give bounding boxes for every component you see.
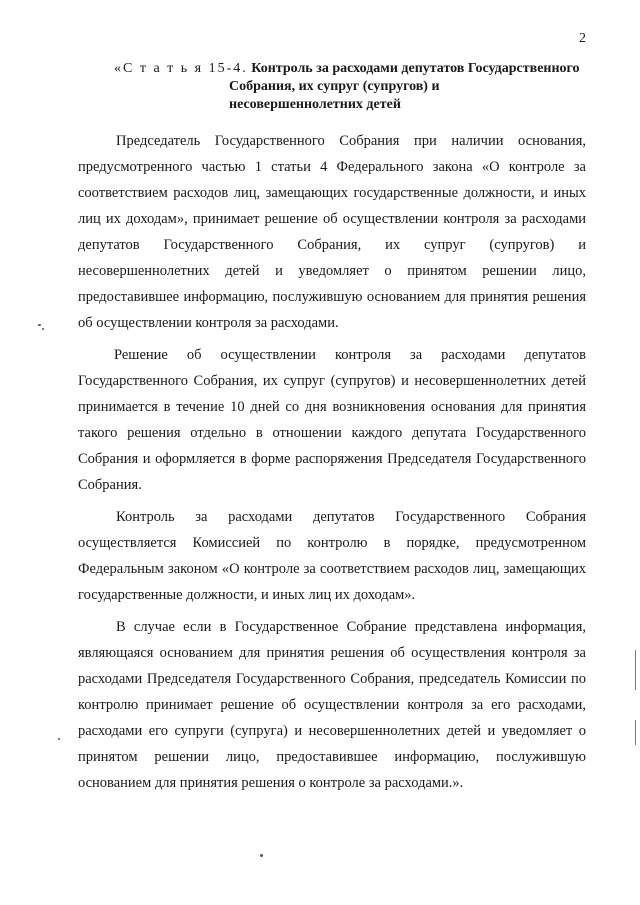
scan-speck — [260, 854, 263, 857]
scan-margin-line — [635, 720, 636, 745]
paragraph-4: В случае если в Государственное Собрание представлена информация, являющаяся основанием для принятия решения об осуществления контроля за расходами Председателя Государственного Собрания, председатель Комиссии по контролю принимает решение об осуществлении контроля за его расходами, расходами его супруги (супруга) и несовершеннолетних детей и уведомляет о принятом решении лицо, предоставившее информацию, послужившую основанием для принятия решения о контроле за расходами.». — [78, 619, 586, 791]
article-title-line3: несовершеннолетних детей — [229, 97, 401, 112]
article-title-line1: Контроль за расходами депутатов Государственного — [251, 61, 580, 76]
scan-speck — [38, 324, 41, 326]
article-prefix: «С т а т ь я 15-4. — [114, 61, 248, 76]
scan-speck — [58, 738, 60, 740]
paragraph-1: Председатель Государственного Собрания при наличии основания, предусмотренного частью 1 статьи 4 Федерального закона «О контроле за соответствием расходов лиц, замещающих государственные должности, и иных лиц их доходам», принимает решение об осуществлении контроля за расходами депутатов Государственного Собрания, их супруг (супругов) и несовершеннолетних детей и уведомляет о принятом решении лицо, предоставившее информацию, послужившую основанием для принятия решения об осуществлении контроля за расходами. — [78, 133, 586, 331]
paragraph-2: Решение об осуществлении контроля за расходами депутатов Государственного Собрания, их супруг (супругов) и несовершеннолетних детей принимается в течение 10 дней со дня возникновения основания для принятия такого решения отдельно в отношении каждого депутата Государственного Собрания и оформляется в форме распоряжения Председателя Государственного Собрания. — [78, 347, 586, 493]
scan-speck — [42, 328, 44, 330]
page-number: 2 — [579, 31, 586, 46]
article-body — [78, 128, 586, 802]
paragraph-3: Контроль за расходами депутатов Государственного Собрания осуществляется Комиссией по контролю в порядке, предусмотренном Федеральным законом «О контроле за соответствием расходов лиц, замещающих государственные должности, и иных лиц их доходам». — [78, 509, 586, 603]
article-title-line2: Собрания, их супруг (супругов) и — [229, 79, 440, 94]
article-heading — [114, 60, 594, 114]
scan-margin-line — [635, 650, 636, 690]
